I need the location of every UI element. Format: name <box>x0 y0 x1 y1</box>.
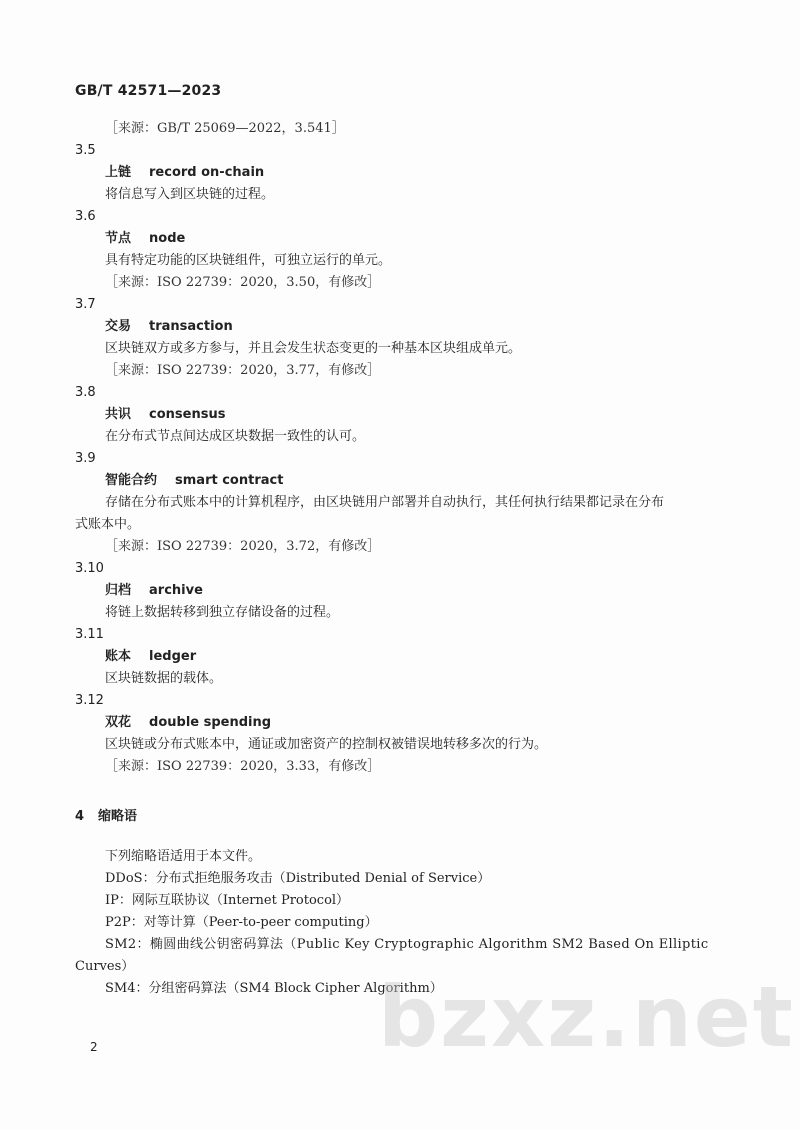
term-definition: 具有特定功能的区块链组件，可独立运行的单元。 <box>105 253 392 268</box>
term-definition: 区块链数据的载体。 <box>105 671 223 686</box>
term-heading <box>75 316 725 338</box>
term-zh: 归档 <box>105 583 132 598</box>
clause-number: 3.10 <box>75 561 104 576</box>
abbreviation-item: DDoS：分布式拒绝服务攻击（Distributed Denial of Service） <box>105 871 491 886</box>
clause-number: 3.11 <box>75 627 104 642</box>
term-en: ledger <box>149 649 197 664</box>
abbreviation-intro: 下列缩略语适用于本文件。 <box>105 849 262 864</box>
abbreviation-item: P2P：对等计算（Peer-to-peer computing） <box>105 915 378 930</box>
abbreviation-item: IP：网际互联协议（Internet Protocol） <box>105 893 350 908</box>
term-heading <box>75 712 725 734</box>
section-4-heading <box>75 805 137 824</box>
term-heading <box>75 404 725 426</box>
term-en: double spending <box>149 715 272 730</box>
term-heading <box>75 646 725 668</box>
term-en: consensus <box>149 407 226 422</box>
page-number: 2 <box>90 1040 98 1054</box>
term-zh: 节点 <box>105 231 132 246</box>
clause-number: 3.5 <box>75 143 96 158</box>
source-reference: ［来源：ISO 22739：2020，3.33，有修改］ <box>105 759 381 774</box>
standard-number: GB/T 42571—2023 <box>75 83 222 99</box>
abbreviation-item: SM2：椭圆曲线公钥密码算法（Public Key Cryptographic Algorithm SM2 Based On Elliptic <box>105 937 709 952</box>
term-heading <box>75 228 725 250</box>
term-zh: 账本 <box>105 649 132 664</box>
term-definition: 区块链或分布式账本中，通证或加密资产的控制权被错误地转移多次的行为。 <box>105 737 548 752</box>
term-definition: 存储在分布式账本中的计算机程序，由区块链用户部署并自动执行，其任何执行结果都记录在分布 <box>105 495 665 510</box>
section-title: 缩略语 <box>98 809 138 824</box>
clause-number: 3.12 <box>75 693 104 708</box>
term-zh: 交易 <box>105 319 132 334</box>
term-definition: 将信息写入到区块链的过程。 <box>105 187 275 202</box>
term-definition: 将链上数据转移到独立存储设备的过程。 <box>105 605 340 620</box>
term-zh: 上链 <box>105 165 132 180</box>
abbreviation-item-continued: Curves） <box>75 959 135 974</box>
term-entries <box>75 118 725 778</box>
term-definition-continued: 式账本中。 <box>75 517 141 532</box>
term-en: node <box>149 231 186 246</box>
term-zh: 双花 <box>105 715 132 730</box>
section-number: 4 <box>75 809 85 824</box>
term-zh: 共识 <box>105 407 132 422</box>
term-definition: 区块链双方或多方参与，并且会发生状态变更的一种基本区块组成单元。 <box>105 341 522 356</box>
term-en: record on-chain <box>149 165 265 180</box>
clause-number: 3.6 <box>75 209 96 224</box>
term-en: archive <box>149 583 203 598</box>
term-heading <box>75 470 725 492</box>
term-heading <box>75 162 725 184</box>
term-en: transaction <box>149 319 233 334</box>
term-definition: 在分布式节点间达成区块数据一致性的认可。 <box>105 429 366 444</box>
source-reference: ［来源：GB/T 25069—2022，3.541］ <box>105 121 345 136</box>
clause-number: 3.7 <box>75 297 96 312</box>
term-heading <box>75 580 725 602</box>
clause-number: 3.8 <box>75 385 96 400</box>
watermark-logo: bzxz.net <box>378 968 795 1066</box>
abbreviation-item: SM4：分组密码算法（SM4 Block Cipher Algorithm） <box>105 981 443 996</box>
source-reference: ［来源：ISO 22739：2020，3.77，有修改］ <box>105 363 381 378</box>
term-zh: 智能合约 <box>105 473 158 488</box>
source-reference: ［来源：ISO 22739：2020，3.50，有修改］ <box>105 275 381 290</box>
clause-number: 3.9 <box>75 451 96 466</box>
source-reference: ［来源：ISO 22739：2020，3.72，有修改］ <box>105 539 381 554</box>
term-en: smart contract <box>175 473 284 488</box>
